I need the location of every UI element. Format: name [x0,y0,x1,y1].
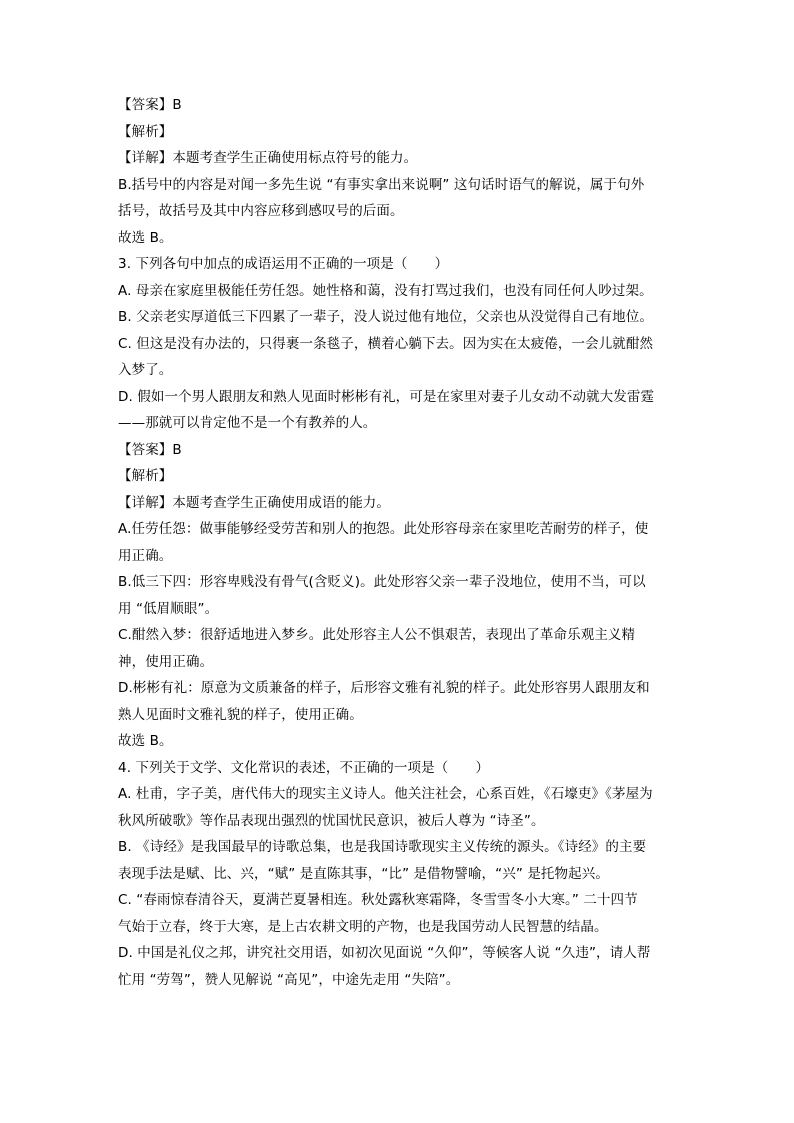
option-text: ——那就可以肯定他不是一个有教养的人。 [118,415,377,431]
explanation-text: C.酣然入梦：很舒适地进入梦乡。此处形容主人公不惧艰苦，表现出了革命乐观主义精 [118,627,636,643]
conclusion-text: 故选 B。 [118,229,173,246]
option-text: 气始于立春，终于大寒，是上古农耕文明的产物，也是我国劳动人民智慧的结晶。 [118,918,608,935]
analysis-label: 【解析】 [118,468,173,484]
option-text: A. 母亲在家庭里极能任劳任怨。她性格和蔼，没有打骂过我们，也没有同任何人吵过架。 [118,282,653,299]
option-text: 表现手法是赋、比、兴，“赋” 是直陈其事，“比” 是借物譬喻，“兴” 是托物起兴。 [118,865,609,882]
explanation-text: 神，使用正确。 [118,653,214,670]
explanation-text: B.括号中的内容是对闻一多先生说 “有事实拿出来说啊” 这句话时语气的解说，属于句外 [118,176,645,193]
explanation-text: 用正确。 [118,547,173,564]
option-text: 忙用 “劳驾”，赞人见解说 “高见”，中途先走用 “失陪”。 [118,971,460,988]
option-text: 秋风所破歌》等作品表现出强烈的忧国忧民意识，被后人尊为 “诗圣”。 [118,812,545,829]
option-text: D. 假如一个男人跟朋友和熟人见面时彬彬有礼，可是在家里对妻子儿女动不动就大发雷霆 [118,388,655,405]
answer-label: 【答案】B [118,97,182,113]
explanation-text: 括号，故括号及其中内容应移到感叹号的后面。 [118,203,404,219]
explanation-text: 熟人见面时文雅礼貌的样子，使用正确。 [118,706,363,723]
detail-text: 【详解】本题考查学生正确使用标点符号的能力。 [118,150,418,166]
document-page [118,92,678,993]
analysis-label: 【解析】 [118,123,173,140]
explanation-text: 用 “低眉顺眼”。 [118,600,219,617]
option-text: B. 《诗经》是我国最早的诗歌总集，也是我国诗歌现实主义传统的源头。《诗经》的主要 [118,839,647,855]
option-text: A. 杜甫，字子美，唐代伟大的现实主义诗人。他关注社会，心系百姓，《石壕吏》《茅屋为 [118,786,653,802]
option-text: D. 中国是礼仪之邦，讲究社交用语，如初次见面说 “久仰”，等候客人说 “久违”，请人帮 [118,945,651,961]
question-stem: 3. 下列各句中加点的成语运用不正确的一项是（ ） [118,256,449,272]
option-text: B. 父亲老实厚道低三下四累了一辈子，没人说过他有地位，父亲也从没觉得自己有地位。 [118,309,653,325]
explanation-text: A.任劳任怨：做事能够经受劳苦和别人的抱怨。此处形容母亲在家里吃苦耐劳的样子，使 [118,521,649,537]
option-text: C. 但这是没有办法的，只得裹一条毯子，横着心躺下去。因为实在太疲倦，一会儿就酣然 [118,335,654,352]
option-text: 入梦了。 [118,362,173,378]
option-text: C. “春雨惊春清谷天，夏满芒夏暑相连。秋处露秋寒霜降，冬雪雪冬小大寒。” 二十四节 [118,892,638,908]
conclusion-text: 故选 B。 [118,733,173,749]
detail-text: 【详解】本题考查学生正确使用成语的能力。 [118,494,390,511]
explanation-text: B.低三下四：形容卑贱没有骨气(含贬义)。此处形容父亲一辈子没地位，使用不当，可以 [118,574,646,590]
answer-label: 【答案】B [118,441,182,458]
question-stem: 4. 下列关于文学、文化常识的表述，不正确的一项是（ ） [118,759,490,776]
explanation-text: D.彬彬有礼：原意为文质兼备的样子，后形容文雅有礼貌的样子。此处形容男人跟朋友和 [118,680,650,696]
